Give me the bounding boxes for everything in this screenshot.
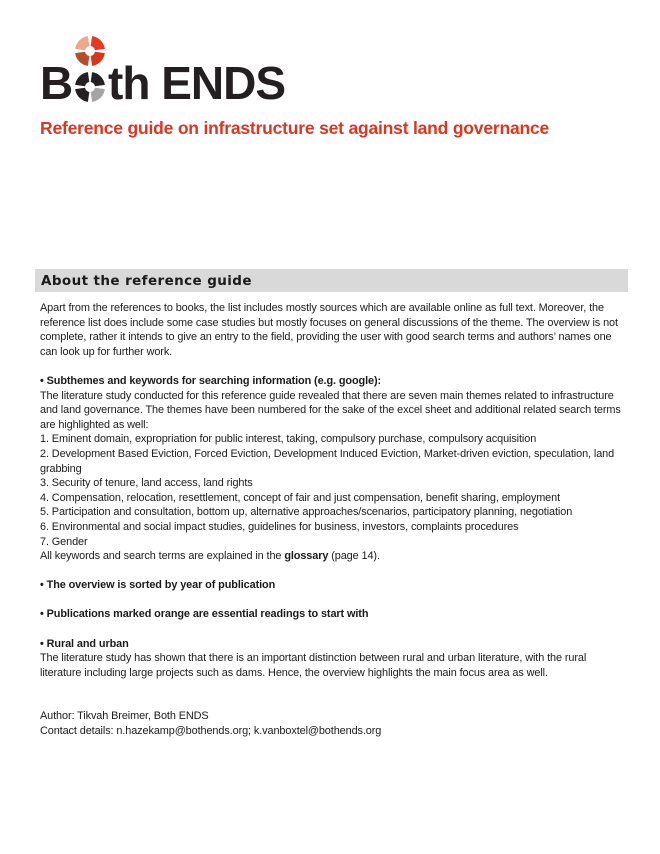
theme-item-7: 7. Gender [40, 535, 88, 548]
section-banner [35, 269, 628, 292]
subthemes-heading: • Subthemes and keywords for searching information (e.g. google): [40, 374, 382, 387]
o-segment-bottom-left [80, 88, 89, 97]
bullet-orange-publications: • Publications marked orange are essential readings to start with [40, 608, 369, 621]
paragraph-intro: Apart from the references to books, the list includes mostly sources which are available online as full text. Moreover, the reference list does include some case studies but mostly focuses on general discussions of the theme. The overview is not complete, rather it intends to give an entry to the field, providing the user with good search terms and authors’ names one can look up for further work. [40, 302, 618, 358]
paragraph-rural-urban: The literature study has shown that there is an important distinction between rural and urban literature, with the rural literature including large projects such as dams. Hence, the overview highlights the main focus area as well. [40, 652, 587, 679]
bullet-sorted-by-year: • The overview is sorted by year of publication [40, 579, 276, 592]
glossary-note-suffix: (page 14). [328, 550, 380, 563]
paragraph-themes: The literature study conducted for this reference guide revealed that there are seven main themes related to infrastructure and land governance. The themes have been numbered for the sake of the excel sheet and additional related search terms are highlighted as well: [40, 389, 621, 431]
o-segment-top-left [80, 77, 89, 86]
theme-item-3: 3. Security of tenure, land access, land rights [40, 477, 253, 490]
o-segment-top-right [91, 77, 100, 86]
glossary-note-prefix: All keywords and search terms are explained in the [40, 550, 285, 563]
contact-line: Contact details: n.hazekamp@bothends.org; k.vanboxtel@bothends.org [40, 725, 382, 738]
glossary-word: glossary [284, 550, 329, 563]
theme-item-1: 1. Eminent domain, expropriation for public interest, taking, compulsory purchase, compulsory acquisition [40, 433, 537, 446]
page-title: Reference guide on infrastructure set against land governance [40, 118, 550, 138]
author-line: Author: Tikvah Breimer, Both ENDS [40, 710, 209, 723]
theme-item-6: 6. Environmental and social impact studies, guidelines for business, investors, complaints procedures [40, 520, 519, 533]
glossary-note [40, 549, 630, 564]
logo-text-rest: th ENDS [108, 57, 285, 106]
ring-segment-top-right [91, 41, 100, 50]
ring-segment-top-left [80, 41, 89, 50]
ring-segment-bottom-left [80, 52, 89, 61]
theme-item-4: 4. Compensation, relocation, resettlement, concept of fair and just compensation, benefit sharing, employment [40, 491, 561, 504]
section-heading: About the reference guide [41, 272, 252, 289]
bothends-ring-icon [80, 41, 100, 61]
logo-letter-b: B [40, 57, 73, 106]
bullet-rural-and-urban: • Rural and urban [40, 637, 129, 650]
body-content [40, 301, 630, 739]
ring-segment-bottom-right [91, 52, 100, 61]
bothends-o-icon [80, 77, 100, 97]
theme-item-5: 5. Participation and consultation, bottom up, alternative approaches/scenarios, participatory planning, negotiation [40, 506, 573, 519]
theme-item-2: 2. Development Based Eviction, Forced Eviction, Development Induced Eviction, Market-driven eviction, speculation, land grabbing [40, 447, 615, 475]
bothends-logo [40, 34, 340, 106]
o-segment-bottom-right [91, 88, 100, 97]
